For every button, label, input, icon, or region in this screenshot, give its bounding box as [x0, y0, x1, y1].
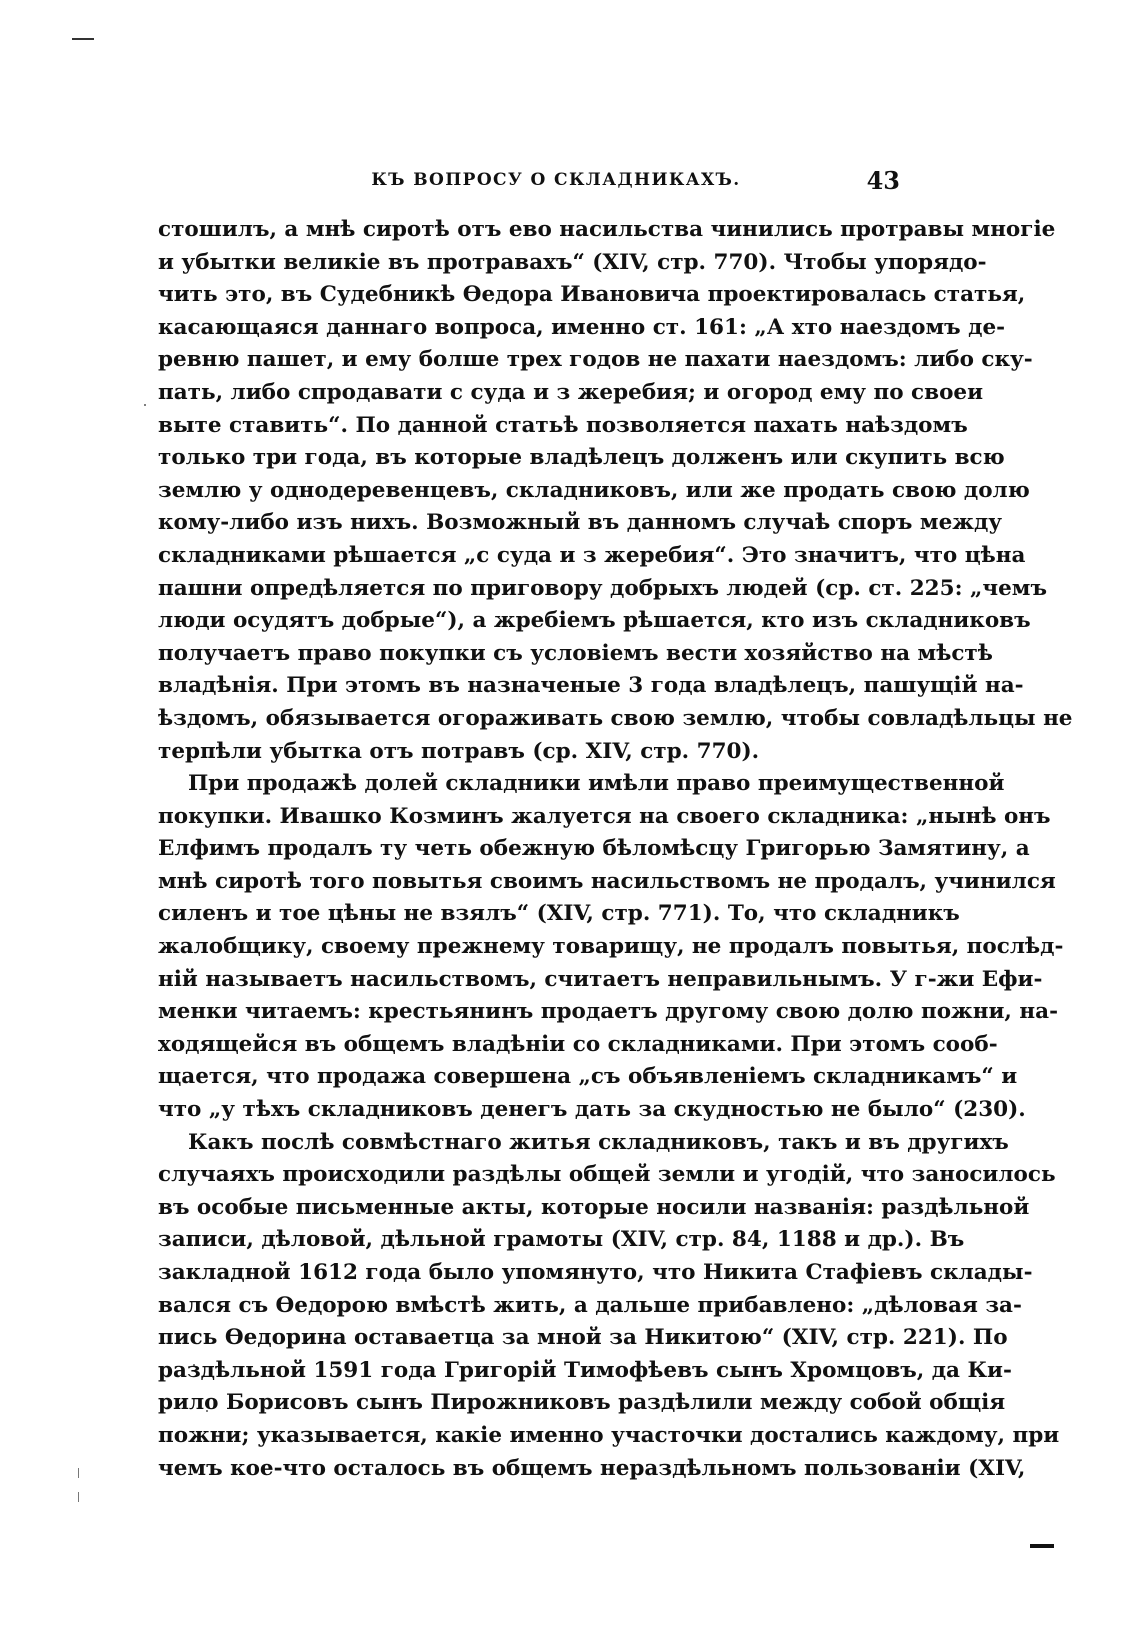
scan-mark	[72, 38, 94, 40]
running-title: КЪ ВОПРОСУ О СКЛАДНИКАХЪ.	[371, 170, 741, 190]
text-line: ній называетъ насильствомъ, считаетъ неправильнымъ. У г-жи Ефи-	[158, 966, 1043, 992]
text-line: пись Ѳедорина оставаетца за мной за Никитою“ (XIV, стр. 221). По	[158, 1325, 1008, 1351]
text-line: мнѣ сиротѣ того повытья своимъ насильствомъ не продалъ, учинился	[158, 868, 1056, 894]
paragraph	[158, 214, 1073, 768]
text-line: ѣздомъ, обязывается огораживать свою землю, чтобы совладѣльцы не	[158, 705, 1073, 731]
edge-mark	[78, 1492, 79, 1502]
speck	[144, 404, 146, 406]
paragraph	[158, 1127, 1060, 1486]
text-line: терпѣли убытка отъ потравъ (ср. XIV, стр. 770).	[158, 738, 760, 764]
text-line: и убытки великіе въ протравахъ“ (XIV, стр. 770). Чтобы упорядо-	[158, 249, 987, 275]
text-line: люди осудятъ добрые“), а жребіемъ рѣшается, кто изъ складниковъ	[158, 608, 1031, 634]
text-line: Какъ послѣ совмѣстнаго житья складниковъ, такъ и въ другихъ	[188, 1129, 1009, 1155]
text-line: ревню пашет, и ему болше трех годов не пахати наездомъ: либо ску-	[158, 347, 1033, 373]
text-line: кому-либо изъ нихъ. Возможный въ данномъ случаѣ споръ между	[158, 510, 1003, 536]
text-line: рило Борисовъ сынъ Пирожниковъ раздѣлили между собой общія	[158, 1390, 1006, 1416]
text-line: случаяхъ происходили раздѣлы общей земли и угодій, что заносилось	[158, 1162, 1056, 1188]
text-line: касающаяся даннаго вопроса, именно ст. 161: „А хто наездомъ де-	[158, 314, 1006, 340]
text-line: землю у однодеревенцевъ, складниковъ, или же продать свою долю	[158, 477, 1030, 503]
text-line: пать, либо спродавати с суда и з жеребия; и огород ему по своеи	[158, 379, 984, 405]
text-line: пожни; указывается, какіе именно участочки достались каждому, при	[158, 1422, 1060, 1448]
text-line: менки читаемъ: крестьянинъ продаетъ другому свою долю пожни, на-	[158, 999, 1058, 1025]
edge-mark	[78, 1468, 79, 1478]
text-line: что „у тѣхъ складниковъ денегъ дать за скудностью не было“ (230).	[158, 1097, 1026, 1123]
body-text	[158, 214, 1073, 1485]
text-line: стошилъ, а мнѣ сиротѣ отъ ево насильства чинились протравы многіе	[158, 217, 1056, 242]
text-line: При продажѣ долей складники имѣли право преимущественной	[188, 771, 1005, 797]
text-line: жалобщику, своему прежнему товарищу, не продалъ повытья, послѣд-	[158, 934, 1064, 960]
text-line: складниками рѣшается „с суда и з жеребия“. Это значитъ, что цѣна	[158, 542, 1026, 568]
text-line: въ особые письменные акты, которые носили названія: раздѣльной	[158, 1194, 1030, 1220]
text-line: чить это, въ Судебникѣ Ѳедора Ивановича проектировалась статья,	[158, 282, 1026, 308]
text-line: Елфимъ продалъ ту четь обежную бѣломѣсцу Григорью Замятину, а	[158, 836, 1030, 862]
text-line: выте ставить“. По данной статьѣ позволяется пахать наѣздомъ	[158, 412, 968, 438]
text-line: щается, что продажа совершена „съ объявленіемъ складникамъ“ и	[158, 1064, 1018, 1090]
text-line: записи, дѣловой, дѣльной грамоты (XIV, стр. 84, 1188 и др.). Въ	[158, 1227, 965, 1253]
text-line: пашни опредѣляется по приговору добрыхъ людей (ср. ст. 225: „чемъ	[158, 575, 1047, 601]
text-line: вался съ Ѳедорою вмѣстѣ жить, а дальше прибавлено: „дѣловая за-	[158, 1292, 1022, 1318]
text-line: чемъ кое-что осталось въ общемъ нераздѣльномъ пользованіи (XIV,	[158, 1455, 1026, 1481]
page-header	[208, 166, 904, 198]
text-line: ходящейся въ общемъ владѣніи со складниками. При этомъ сооб-	[158, 1031, 998, 1057]
text-line: получаетъ право покупки съ условіемъ вести хозяйство на мѣстѣ	[158, 640, 993, 666]
text-line: закладной 1612 года было упомянуто, что Никита Стафіевъ склады-	[158, 1260, 1033, 1285]
text-line: силенъ и тое цѣны не взялъ“ (XIV, стр. 771). То, что складникъ	[158, 901, 960, 927]
text-line: раздѣльной 1591 года Григорій Тимофѣевъ сынъ Хромцовъ, да Ки-	[158, 1357, 1012, 1383]
text-line: владѣнія. При этомъ въ назначеные 3 года владѣлецъ, пашущій на-	[158, 673, 1024, 699]
scan-mark	[1030, 1544, 1054, 1548]
text-line: только три года, въ которые владѣлецъ долженъ или скупить всю	[158, 445, 1005, 471]
page-number: 43	[866, 166, 900, 195]
text-line: покупки. Ивашко Козминъ жалуется на своего складника: „нынѣ онъ	[158, 803, 1051, 829]
paragraph	[158, 768, 1064, 1127]
